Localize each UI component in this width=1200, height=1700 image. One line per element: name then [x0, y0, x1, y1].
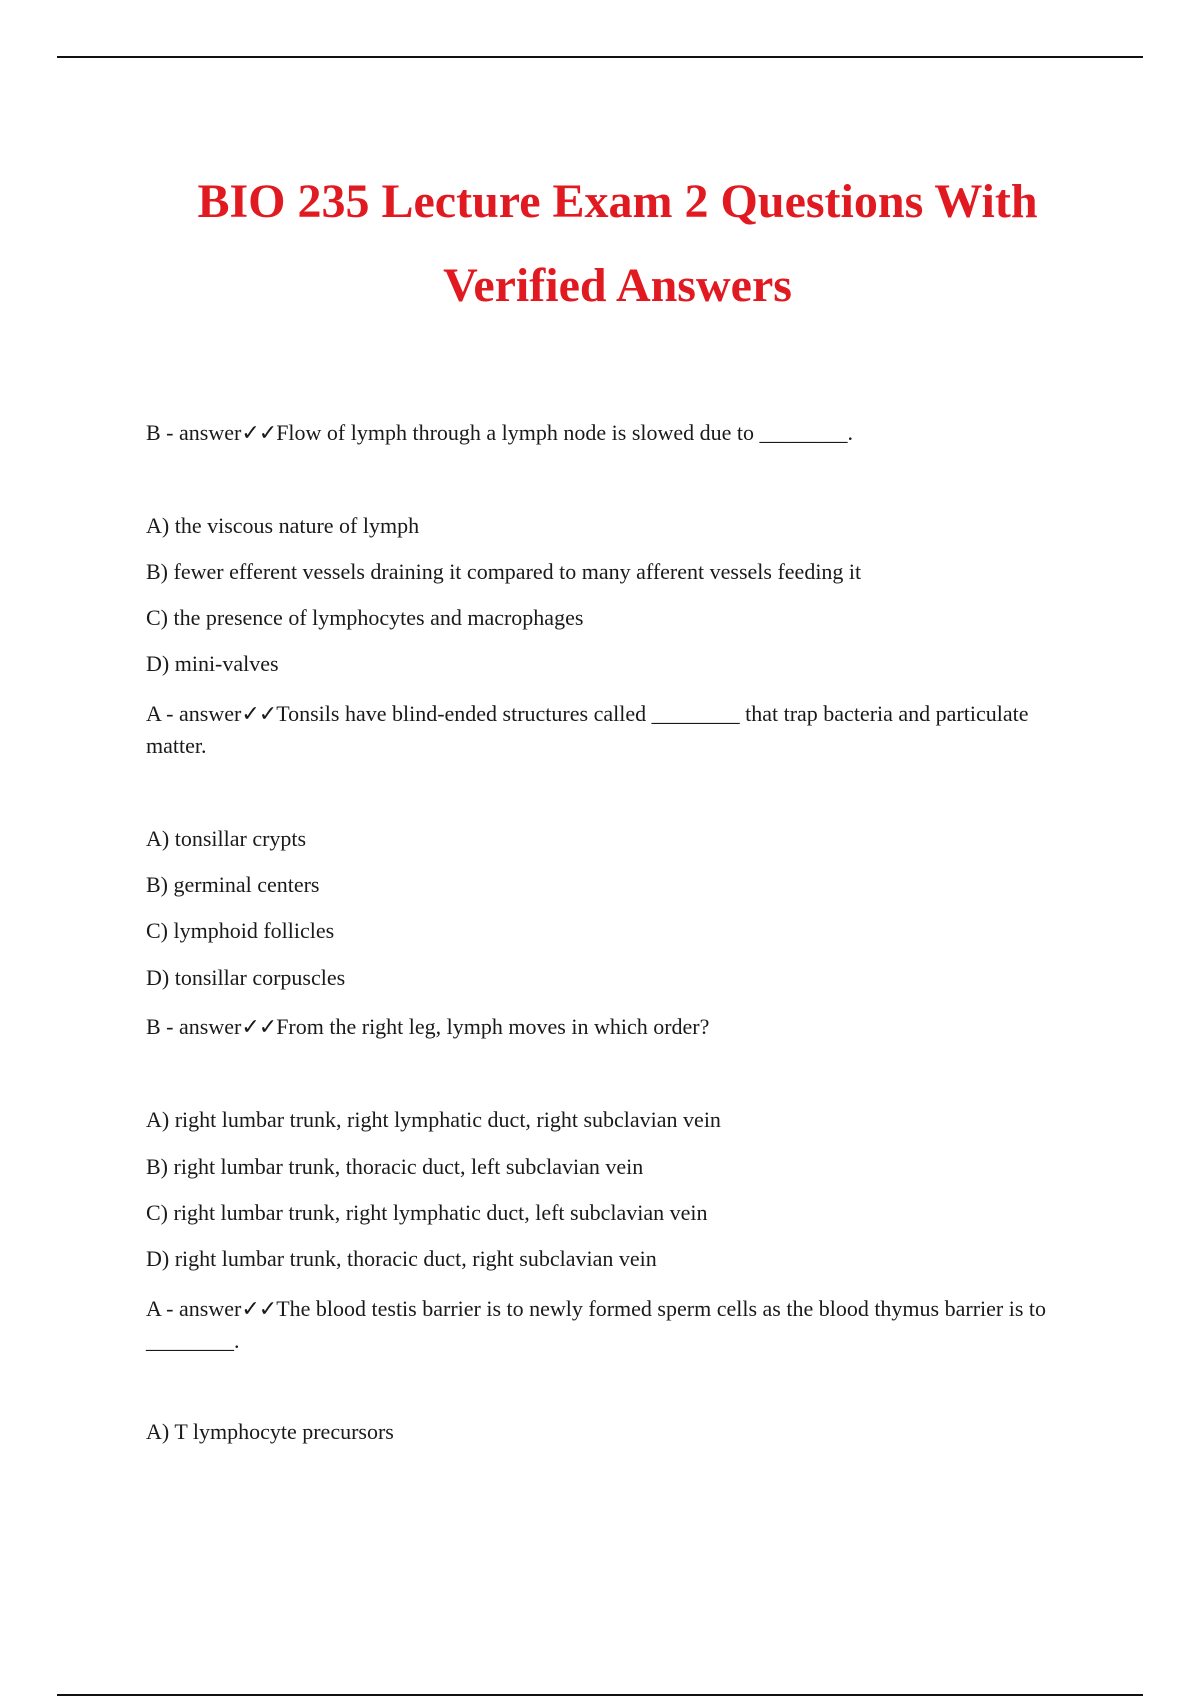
answer-prefix: B - answer	[146, 420, 242, 445]
question-4	[146, 1293, 1046, 1357]
option-item: D) mini-valves	[146, 651, 279, 676]
bottom-divider	[57, 1694, 1143, 1696]
answer-prefix: B - answer	[146, 1014, 242, 1039]
top-divider	[57, 56, 1143, 58]
check-marks-icon: ✓✓	[241, 420, 277, 445]
question-1	[146, 417, 853, 449]
option-item: A) T lymphocyte precursors	[146, 1419, 394, 1444]
option-item: A) right lumbar trunk, right lymphatic duct, right subclavian vein	[146, 1107, 721, 1132]
title-line-2: Verified Answers	[443, 259, 792, 312]
check-marks-icon: ✓✓	[241, 1014, 277, 1039]
answer-prefix: A - answer	[146, 701, 242, 726]
option-item: A) the viscous nature of lymph	[146, 513, 420, 538]
question-2	[146, 698, 1046, 762]
option-item: B) germinal centers	[146, 872, 320, 897]
question-text: The blood testis barrier is to newly formed sperm cells as the blood thymus barrier is to ________.	[146, 1296, 1047, 1353]
document-title	[100, 160, 1135, 328]
option-item: C) lymphoid follicles	[146, 918, 335, 943]
question-3	[146, 1011, 709, 1043]
option-item: C) the presence of lymphocytes and macrophages	[146, 605, 584, 630]
option-item: A) tonsillar crypts	[146, 826, 307, 851]
option-item: D) tonsillar corpuscles	[146, 965, 346, 990]
answer-prefix: A - answer	[146, 1296, 242, 1321]
option-item: D) right lumbar trunk, thoracic duct, right subclavian vein	[146, 1246, 657, 1271]
question-text: Flow of lymph through a lymph node is slowed due to ________.	[276, 420, 854, 445]
title-line-1: BIO 235 Lecture Exam 2 Questions With	[197, 175, 1038, 228]
option-item: B) fewer efferent vessels draining it compared to many afferent vessels feeding it	[146, 559, 862, 584]
option-item: C) right lumbar trunk, right lymphatic duct, left subclavian vein	[146, 1200, 708, 1225]
question-text: From the right leg, lymph moves in which order?	[276, 1014, 710, 1039]
option-item: B) right lumbar trunk, thoracic duct, left subclavian vein	[146, 1154, 644, 1179]
question-text: Tonsils have blind-ended structures called ________ that trap bacteria and particulate matter.	[146, 701, 1029, 758]
check-marks-icon: ✓✓	[241, 1296, 277, 1321]
check-marks-icon: ✓✓	[241, 701, 277, 726]
